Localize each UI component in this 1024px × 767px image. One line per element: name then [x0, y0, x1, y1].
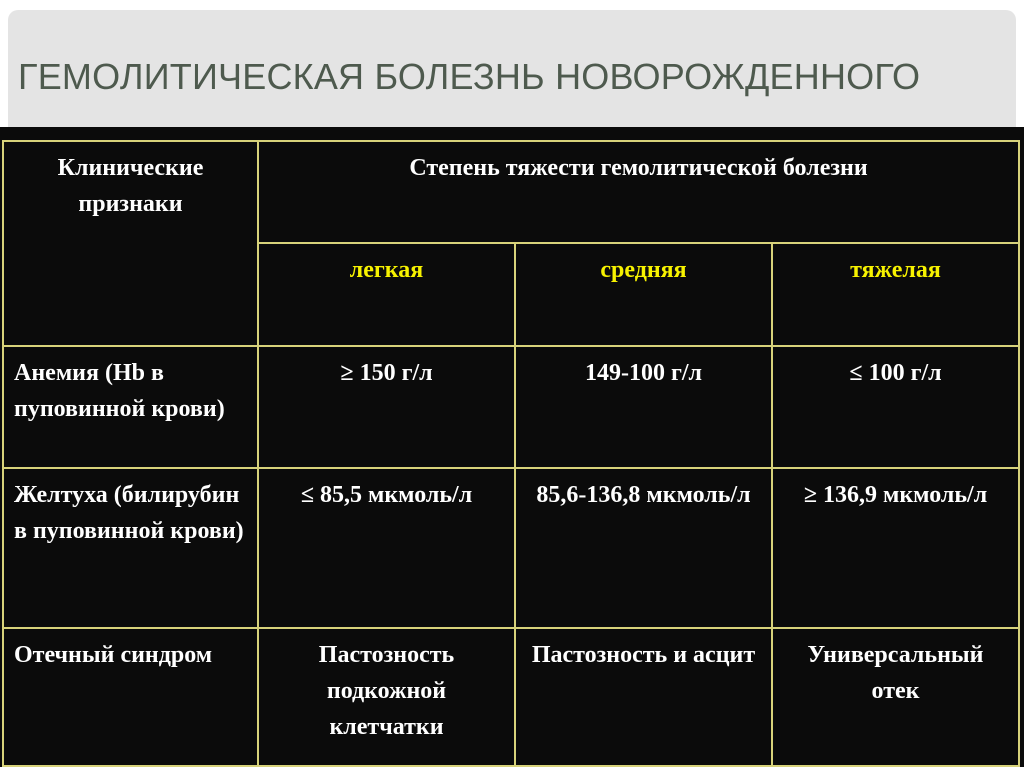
cell-edema-moderate: Пастозность и асцит [515, 628, 772, 766]
header-clinical-signs: Клинические признаки [3, 141, 258, 346]
title-band [8, 10, 1016, 127]
cell-anemia-mild: ≥ 150 г/л [258, 346, 515, 468]
table-row [3, 346, 1019, 468]
table-row [3, 628, 1019, 766]
severity-table [2, 140, 1020, 767]
row-sign-edema: Отечный синдром [3, 628, 258, 766]
cell-edema-mild: Пастозность подкожной клетчатки [258, 628, 515, 766]
header-moderate: средняя [515, 243, 772, 346]
cell-jaundice-severe: ≥ 136,9 мкмоль/л [772, 468, 1019, 628]
row-sign-jaundice: Желтуха (билирубин в пуповинной крови) [3, 468, 258, 628]
header-mild: легкая [258, 243, 515, 346]
table-row [3, 468, 1019, 628]
header-severe: тяжелая [772, 243, 1019, 346]
row-sign-anemia: Анемия (Hb в пуповинной крови) [3, 346, 258, 468]
cell-anemia-moderate: 149-100 г/л [515, 346, 772, 468]
header-severity: Степень тяжести гемолитической болезни [258, 141, 1019, 243]
cell-edema-severe: Универсальный отек [772, 628, 1019, 766]
slide-title: ГЕМОЛИТИЧЕСКАЯ БОЛЕЗНЬ НОВОРОЖДЕННОГО [18, 56, 921, 97]
cell-jaundice-mild: ≤ 85,5 мкмоль/л [258, 468, 515, 628]
cell-anemia-severe: ≤ 100 г/л [772, 346, 1019, 468]
table-header-row [3, 141, 1019, 243]
cell-jaundice-moderate: 85,6-136,8 мкмоль/л [515, 468, 772, 628]
